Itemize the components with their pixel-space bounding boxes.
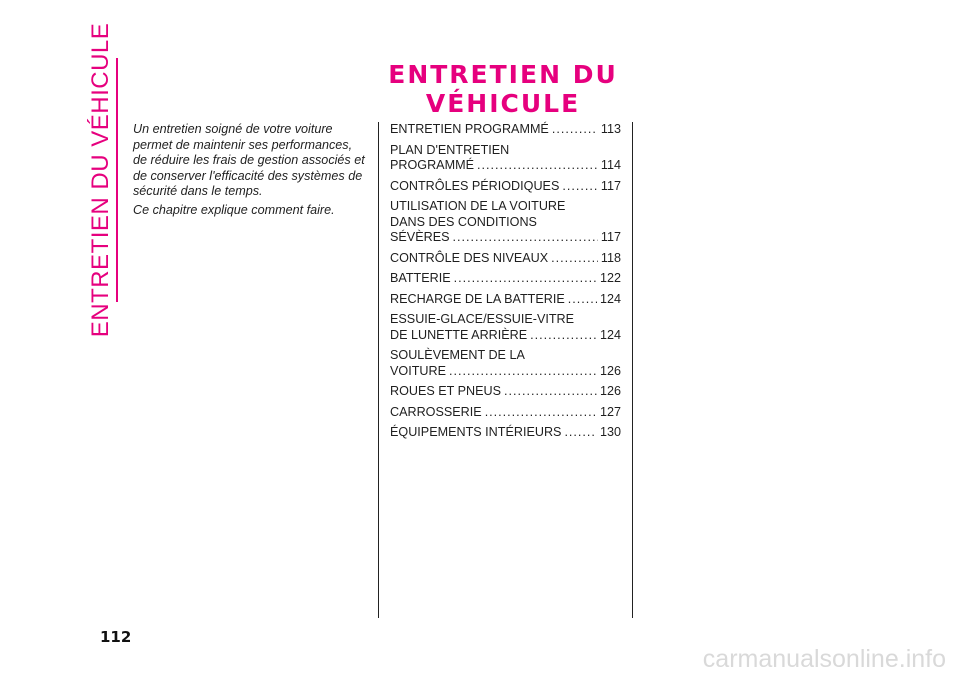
toc-entry-label: RECHARGE DE LA BATTERIE [390,291,565,306]
toc-entry-line [390,230,621,246]
toc-dot-leader [530,328,597,344]
toc-entry[interactable] [390,179,621,195]
toc-entry-label: DE LUNETTE ARRIÈRE [390,327,528,342]
toc-entry-label-line: ESSUIE-GLACE/ESSUIE-VITRE [390,312,575,326]
toc-entry[interactable] [390,143,621,174]
toc-dot-leader [453,230,598,246]
toc-entry-label: ÉQUIPEMENTS INTÉRIEURS [390,425,562,439]
toc-dot-leader [449,364,597,380]
toc-dot-leader [562,179,598,195]
toc-page-number: 124 [599,327,621,342]
toc-entry-label: ENTRETIEN PROGRAMMÉ [390,122,549,136]
toc-page-number: 126 [599,363,621,378]
toc-entry-label-line: DANS DES CONDITIONS [390,214,537,229]
toc-page-number: 117 [600,178,621,193]
toc-entry-label: SÉVÈRES [390,230,450,244]
toc-entry-label-line: PLAN D'ENTRETIEN [390,142,510,157]
toc-entry[interactable] [390,251,621,267]
toc-entry-line [390,158,621,174]
toc-entry-label: ROUES ET PNEUS [390,384,502,398]
column-divider-right [632,122,633,618]
toc-entry-line [390,122,621,138]
toc-entry-label-line: UTILISATION DE LA VOITURE [390,199,566,213]
toc-entry[interactable] [390,292,621,308]
intro-paragraph: Un entretien soigné de votre voiture permet de maintenir ses performances, de réduire les frais de gestion associés et de conserver l'efficacité des systèmes de sécurité dans le temps. [133,122,365,198]
toc-dot-leader [568,292,597,308]
toc-entry-label: VOITURE [390,363,446,378]
toc-entry[interactable] [390,312,621,343]
toc-entry[interactable] [390,405,621,421]
toc-entry-line [390,251,621,267]
page-number: 112 [100,628,132,646]
toc-page-number: 124 [599,291,621,306]
toc-entry-line [390,405,621,421]
toc-entry-label: CONTRÔLE DES NIVEAUX [390,250,549,265]
toc-entry-label: CONTRÔLES PÉRIODIQUES [390,178,560,193]
intro-text [133,122,369,221]
intro-paragraph: Ce chapitre explique comment faire. [133,202,335,217]
toc-entry[interactable] [390,425,621,441]
table-of-contents [390,122,621,446]
watermark: carmanualsonline.info [702,645,946,673]
toc-entry[interactable] [390,271,621,287]
toc-dot-leader [504,384,597,400]
toc-dot-leader [477,158,598,174]
toc-entry[interactable] [390,384,621,400]
toc-dot-leader [551,251,598,267]
toc-entry-line [390,328,621,344]
toc-entry-label-line: SOULÈVEMENT DE LA [390,348,525,362]
toc-entry[interactable] [390,122,621,138]
toc-entry-line [390,271,621,287]
page-title: ENTRETIEN DU VÉHICULE [388,60,618,118]
toc-page-number: 113 [600,122,621,136]
toc-page-number: 117 [600,230,621,244]
toc-page-number: 118 [600,250,621,265]
side-chapter-label: ENTRETIEN DU VÉHICULE [87,22,114,338]
toc-page-number: 126 [599,384,621,398]
toc-entry-label: CARROSSERIE [390,404,482,419]
toc-entry-line [390,425,621,441]
toc-entry-line [390,292,621,308]
toc-entry-label: BATTERIE [390,271,451,285]
toc-page-number: 127 [599,404,621,419]
toc-dot-leader [552,122,598,138]
toc-entry-label: PROGRAMMÉ [390,158,474,172]
toc-dot-leader [564,425,597,441]
toc-dot-leader [485,405,597,421]
toc-entry[interactable] [390,199,621,246]
toc-entry-line [390,364,621,380]
toc-page-number: 122 [599,271,621,285]
column-divider-left [378,122,379,618]
toc-entry[interactable] [390,348,621,379]
toc-page-number: 130 [599,425,621,439]
toc-entry-line [390,179,621,195]
toc-entry-line [390,384,621,400]
toc-dot-leader [454,271,597,287]
toc-page-number: 114 [600,158,621,172]
